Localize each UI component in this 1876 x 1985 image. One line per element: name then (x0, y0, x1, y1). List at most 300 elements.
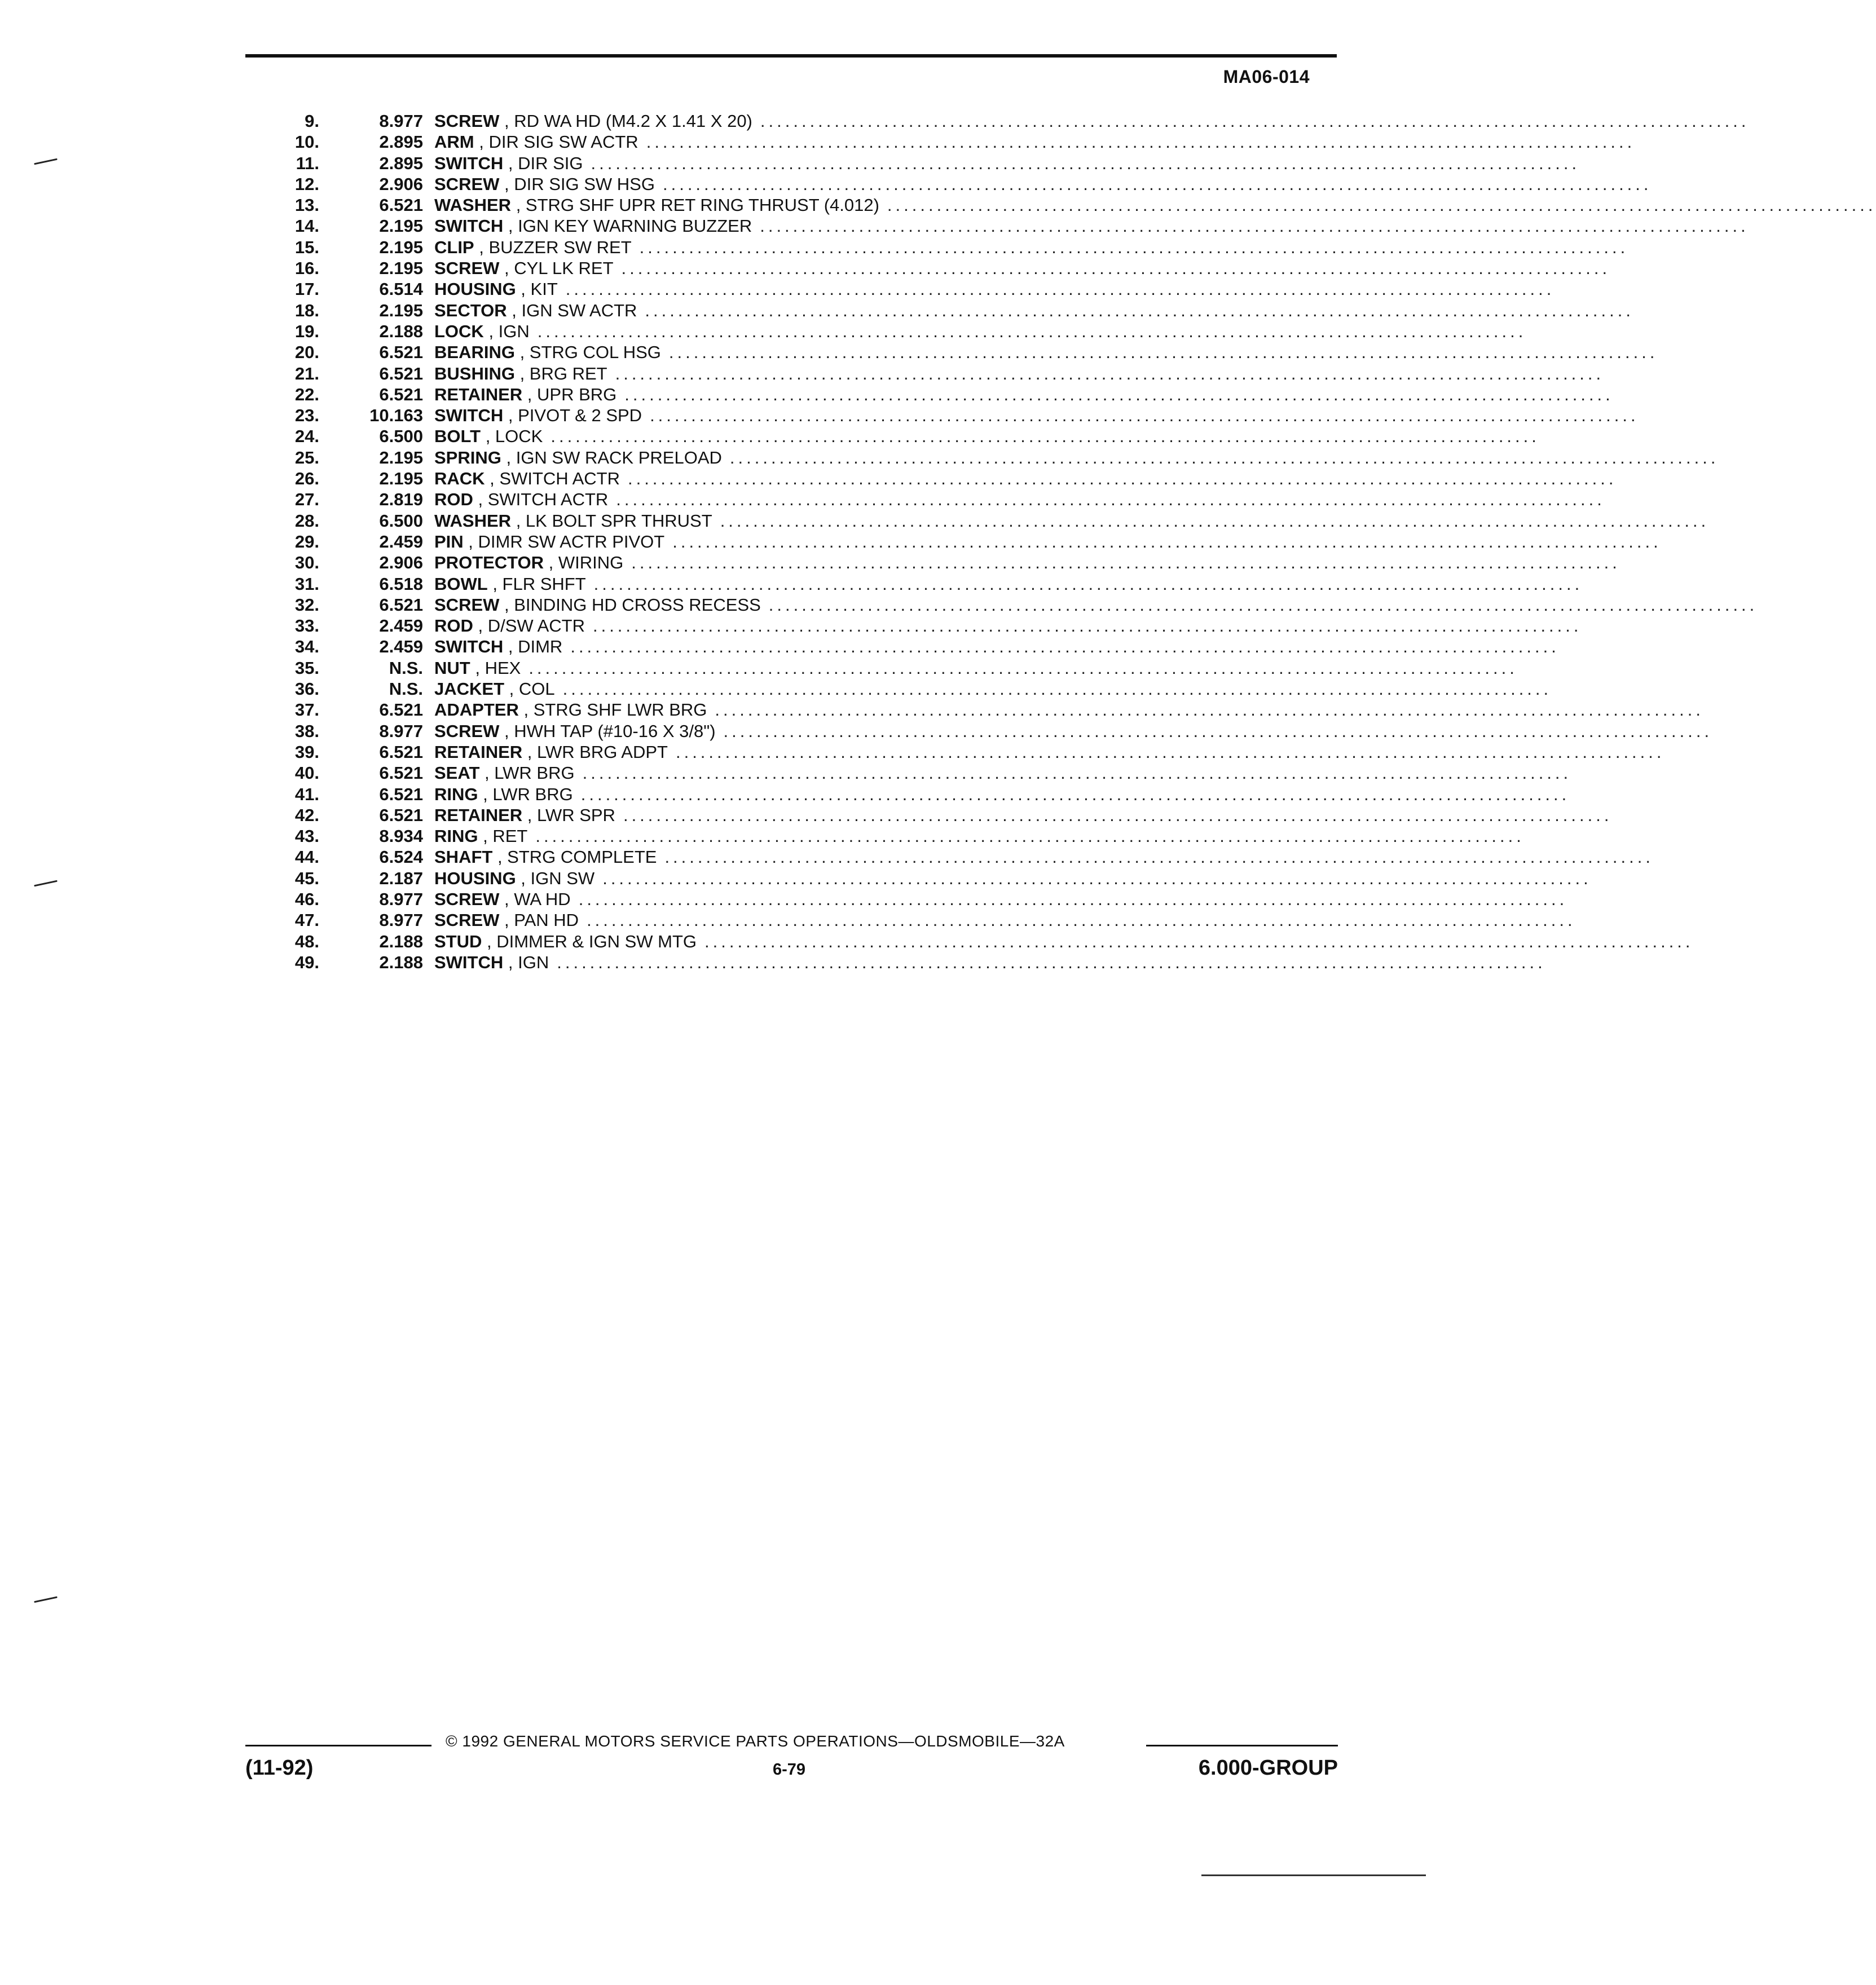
part-ref-number: 44. (294, 847, 319, 867)
dot-leader: ........................................................................................................................ (672, 531, 1662, 552)
part-description: HOUSING , KIT ........................................................................................................................ (434, 279, 1555, 299)
part-description: SCREW , CYL LK RET ........................................................................................................................ (434, 258, 1611, 279)
part-row (248, 215, 1749, 236)
part-group-number: N.S. (389, 658, 423, 678)
revision-date: (11-92) (245, 1756, 314, 1780)
part-noun: SCREW (434, 258, 500, 279)
part-group-number: 6.521 (379, 363, 423, 383)
part-group-number: 2.895 (379, 153, 423, 173)
part-modifier: BRG RET (529, 363, 607, 383)
part-ref-number: 12. (294, 174, 319, 194)
part-group-number: 2.195 (379, 258, 423, 279)
dot-leader: ........................................................................................................................ (582, 763, 1572, 783)
part-row (248, 846, 1654, 867)
part-description: BUSHING , BRG RET ........................................................................................................................ (434, 363, 1605, 383)
part-noun: PROTECTOR (434, 553, 544, 573)
part-group-number: 2.195 (379, 237, 423, 257)
part-modifier: COL (518, 679, 555, 699)
part-ref-number: 34. (294, 637, 319, 657)
part-noun: STUD (434, 931, 482, 951)
part-row (248, 531, 1662, 552)
part-group-number: 2.195 (379, 469, 423, 489)
part-group-number: 2.459 (379, 531, 423, 552)
part-ref-number: 40. (294, 763, 319, 783)
part-modifier: LK BOLT SPR THRUST (525, 510, 712, 531)
part-noun: RETAINER (434, 805, 523, 825)
dot-leader: ........................................................................................................................ (664, 847, 1654, 867)
part-noun: SCREW (434, 889, 500, 909)
part-ref-number: 11. (296, 153, 319, 173)
part-noun: SCREW (434, 910, 500, 930)
part-group-number: 2.195 (379, 216, 423, 236)
part-ref-number: 21. (294, 363, 319, 383)
part-description: SWITCH , PIVOT & 2 SPD ........................................................................................................................ (434, 405, 1639, 426)
part-description: NUT , HEX ........................................................................................................................ (434, 658, 1518, 678)
part-ref-number: 10. (294, 132, 319, 152)
part-description: RETAINER , LWR BRG ADPT ........................................................................................................................ (434, 742, 1665, 762)
part-ref-number: 24. (294, 426, 319, 447)
part-noun: ROD (434, 489, 473, 510)
part-ref-number: 30. (294, 553, 319, 573)
part-ref-number: 48. (294, 931, 319, 951)
dot-leader: ........................................................................................................................ (557, 952, 1546, 972)
part-description: SCREW , WA HD ........................................................................................................................ (434, 889, 1568, 909)
part-group-number: 2.188 (379, 931, 423, 951)
part-row (248, 805, 1613, 826)
part-noun: SWITCH (434, 952, 504, 972)
part-modifier: RET (492, 826, 528, 846)
dot-leader: ........................................................................................................................ (615, 363, 1605, 383)
copyright-notice: © 1992 GENERAL MOTORS SERVICE PARTS OPERATIONS—OLDSMOBILE—32A (446, 1732, 1065, 1750)
part-row (248, 762, 1572, 783)
part-group-number: 6.521 (379, 784, 423, 804)
part-modifier: CYL LK RET (514, 258, 614, 279)
header-rule (245, 54, 1337, 58)
dot-leader: ........................................................................................................................ (704, 931, 1694, 951)
page-number: 6-79 (773, 1761, 806, 1779)
part-noun: ROD (434, 616, 473, 636)
margin-mark (34, 1596, 58, 1603)
part-description: SCREW , RD WA HD (M4.2 X 1.41 X 20) ........................................................................................................................ (434, 111, 1750, 131)
part-row (248, 131, 1636, 152)
part-ref-number: 36. (294, 679, 319, 699)
part-ref-number: 23. (294, 405, 319, 426)
part-noun: PIN (434, 531, 464, 552)
part-noun: JACKET (434, 679, 505, 699)
part-modifier: LWR BRG (492, 784, 573, 804)
part-group-number: 6.524 (379, 847, 423, 867)
part-noun: SEAT (434, 763, 480, 783)
part-noun: SPRING (434, 447, 501, 467)
footer-rule (245, 1745, 431, 1746)
part-group-number: 8.977 (379, 111, 423, 131)
part-row (248, 342, 1658, 363)
part-group-number: 2.906 (379, 174, 423, 194)
part-ref-number: 15. (294, 237, 319, 257)
dot-leader: ........................................................................................................................ (602, 868, 1592, 888)
part-row (248, 279, 1555, 299)
part-modifier: IGN SW (530, 868, 595, 888)
part-row (248, 889, 1568, 910)
part-modifier: WIRING (558, 553, 624, 573)
part-row (248, 489, 1605, 510)
part-ref-number: 33. (294, 616, 319, 636)
part-description: STUD , DIMMER & IGN SW MTG ........................................................................................................................ (434, 931, 1694, 951)
part-row (248, 594, 1758, 615)
part-row (248, 615, 1582, 636)
part-row (248, 300, 1634, 321)
part-description: RETAINER , UPR BRG ........................................................................................................................ (434, 384, 1614, 404)
part-ref-number: 25. (294, 447, 319, 467)
part-group-number: 6.500 (379, 510, 423, 531)
part-group-number: 6.521 (379, 342, 423, 363)
part-noun: SWITCH (434, 637, 504, 657)
dot-leader: ........................................................................................................................ (668, 342, 1658, 363)
dot-leader: ........................................................................................................................ (592, 616, 1582, 636)
part-ref-number: 27. (294, 489, 319, 510)
dot-leader: ........................................................................................................................ (570, 637, 1560, 657)
part-description: HOUSING , IGN SW ........................................................................................................................ (434, 868, 1592, 888)
part-noun: SCREW (434, 721, 500, 741)
part-group-number: 8.934 (379, 826, 423, 846)
part-noun: HOUSING (434, 279, 516, 299)
dot-leader: ........................................................................................................................ (621, 258, 1611, 279)
dot-leader: ........................................................................................................................ (535, 826, 1525, 846)
part-noun: CLIP (434, 237, 474, 257)
part-row (248, 868, 1592, 889)
part-noun: SCREW (434, 594, 500, 615)
part-description: RING , RET ........................................................................................................................ (434, 826, 1525, 846)
part-modifier: LWR SPR (537, 805, 615, 825)
dot-leader: ........................................................................................................................ (562, 679, 1552, 699)
parts-list (248, 111, 1876, 973)
dot-leader: ........................................................................................................................ (715, 700, 1704, 720)
dot-leader: ........................................................................................................................ (768, 594, 1758, 615)
part-group-number: 6.521 (379, 195, 423, 215)
part-row (248, 195, 1876, 215)
dot-leader: ........................................................................................................................ (675, 742, 1665, 762)
part-group-number: 6.521 (379, 700, 423, 720)
part-noun: SWITCH (434, 405, 504, 426)
dot-leader: ........................................................................................................................ (593, 574, 1583, 594)
part-group-number: 6.521 (379, 763, 423, 783)
part-group-number: 6.518 (379, 574, 423, 594)
part-group-number: 2.187 (379, 868, 423, 888)
part-description: WASHER , LK BOLT SPR THRUST ........................................................................................................................ (434, 510, 1710, 531)
part-noun: SHAFT (434, 847, 493, 867)
margin-mark (34, 158, 58, 165)
part-description: LOCK , IGN ........................................................................................................................ (434, 321, 1527, 341)
part-description: BOWL , FLR SHFT ........................................................................................................................ (434, 574, 1583, 594)
part-ref-number: 13. (294, 195, 319, 215)
part-group-number: 2.459 (379, 616, 423, 636)
part-ref-number: 29. (294, 531, 319, 552)
part-modifier: SWITCH ACTR (487, 489, 609, 510)
part-description: SWITCH , DIR SIG ........................................................................................................................ (434, 153, 1580, 173)
dot-leader: ........................................................................................................................ (631, 553, 1620, 573)
part-group-number: 2.906 (379, 553, 423, 573)
part-ref-number: 20. (294, 342, 319, 363)
part-ref-number: 31. (294, 574, 319, 594)
part-row (248, 174, 1652, 195)
part-ref-number: 14. (294, 216, 319, 236)
part-group-number: 6.514 (379, 279, 423, 299)
part-row (248, 426, 1540, 447)
part-row (248, 636, 1560, 657)
part-description: BEARING , STRG COL HSG ........................................................................................................................ (434, 342, 1658, 363)
part-modifier: HEX (485, 658, 521, 678)
part-noun: SCREW (434, 174, 500, 194)
part-noun: BUSHING (434, 363, 515, 383)
part-description: PIN , DIMR SW ACTR PIVOT ........................................................................................................................ (434, 531, 1662, 552)
dot-leader: ........................................................................................................................ (720, 510, 1710, 531)
part-modifier: DIR SIG SW ACTR (488, 132, 638, 152)
part-modifier: BUZZER SW RET (488, 237, 632, 257)
part-noun: NUT (434, 658, 470, 678)
part-group-number: 2.195 (379, 447, 423, 467)
footer-rule (1146, 1745, 1338, 1746)
part-ref-number: 26. (294, 469, 319, 489)
part-description: SWITCH , IGN KEY WARNING BUZZER ........................................................................................................................ (434, 216, 1749, 236)
part-row (248, 111, 1750, 131)
part-modifier: HWH TAP (#10-16 X 3/8") (514, 721, 716, 741)
part-modifier: LOCK (495, 426, 543, 447)
dot-leader: ........................................................................................................................ (578, 889, 1568, 909)
dot-leader: ........................................................................................................................ (645, 300, 1634, 320)
dot-leader: ........................................................................................................................ (760, 216, 1749, 236)
part-modifier: WA HD (514, 889, 571, 909)
part-noun: RETAINER (434, 384, 523, 404)
part-row (248, 510, 1710, 531)
part-row (248, 721, 1713, 742)
part-group-number: 6.521 (379, 384, 423, 404)
part-modifier: IGN SW ACTR (521, 300, 637, 320)
part-noun: RING (434, 784, 478, 804)
part-row (248, 384, 1614, 405)
part-row (248, 784, 1570, 805)
part-row (248, 742, 1665, 762)
part-group-number: 10.163 (369, 405, 423, 426)
part-description: SCREW , PAN HD ........................................................................................................................ (434, 910, 1576, 930)
figure-code: MA06-014 (1223, 67, 1310, 87)
dot-leader: ........................................................................................................................ (639, 237, 1629, 257)
part-row (248, 363, 1605, 384)
dot-leader: ........................................................................................................................ (616, 489, 1605, 510)
part-ref-number: 38. (294, 721, 319, 741)
part-row (248, 552, 1620, 573)
dot-leader: ........................................................................................................................ (591, 153, 1580, 173)
part-group-number: 2.188 (379, 321, 423, 341)
part-row (248, 952, 1546, 973)
part-modifier: IGN SW RACK PRELOAD (516, 447, 722, 467)
dot-leader: ........................................................................................................................ (580, 784, 1570, 804)
part-ref-number: 49. (294, 952, 319, 972)
part-group-number: 2.895 (379, 132, 423, 152)
part-description: SCREW , BINDING HD CROSS RECESS ........................................................................................................................ (434, 594, 1758, 615)
part-noun: WASHER (434, 195, 512, 215)
part-noun: ARM (434, 132, 474, 152)
part-description: ROD , D/SW ACTR ........................................................................................................................ (434, 616, 1582, 636)
part-ref-number: 18. (294, 300, 319, 320)
part-noun: RETAINER (434, 742, 523, 762)
part-description: SPRING , IGN SW RACK PRELOAD ........................................................................................................................ (434, 447, 1719, 467)
dot-leader: ........................................................................................................................ (627, 469, 1617, 489)
dot-leader: ........................................................................................................................ (587, 910, 1576, 930)
part-group-number: 2.195 (379, 300, 423, 320)
part-description: SEAT , LWR BRG ........................................................................................................................ (434, 763, 1572, 783)
dot-leader: ........................................................................................................................ (551, 426, 1540, 447)
part-modifier: IGN (518, 952, 549, 972)
part-row (248, 699, 1704, 720)
part-description: SWITCH , IGN ........................................................................................................................ (434, 952, 1546, 972)
part-row (248, 826, 1525, 846)
part-noun: BOWL (434, 574, 488, 594)
part-modifier: KIT (530, 279, 558, 299)
part-group-number: 6.521 (379, 594, 423, 615)
part-modifier: STRG SHF UPR RET RING THRUST (4.012) (525, 195, 879, 215)
part-modifier: LWR BRG ADPT (537, 742, 668, 762)
part-row (248, 468, 1617, 489)
part-ref-number: 17. (294, 279, 319, 299)
part-description: SHAFT , STRG COMPLETE ........................................................................................................................ (434, 847, 1654, 867)
part-ref-number: 16. (294, 258, 319, 279)
part-noun: HOUSING (434, 868, 516, 888)
part-description: SECTOR , IGN SW ACTR ........................................................................................................................ (434, 300, 1634, 320)
part-ref-number: 19. (294, 321, 319, 341)
part-group-number: 8.977 (379, 721, 423, 741)
dot-leader: ........................................................................................................................ (537, 321, 1527, 341)
dot-leader: ........................................................................................................................ (650, 405, 1639, 426)
dot-leader: ........................................................................................................................ (529, 658, 1518, 678)
part-description: RACK , SWITCH ACTR ........................................................................................................................ (434, 469, 1617, 489)
part-group-number: 6.521 (379, 742, 423, 762)
part-description: BOLT , LOCK ........................................................................................................................ (434, 426, 1540, 447)
dot-leader: ........................................................................................................................ (760, 111, 1750, 131)
part-ref-number: 46. (294, 889, 319, 909)
dot-leader: ........................................................................................................................ (623, 805, 1613, 825)
dot-leader: ........................................................................................................................ (662, 174, 1652, 194)
part-ref-number: 32. (294, 594, 319, 615)
part-group-number: 2.819 (379, 489, 423, 510)
part-noun: SCREW (434, 111, 500, 131)
part-description: WASHER , STRG SHF UPR RET RING THRUST (4.012) ........................................................................................................................ (434, 195, 1876, 215)
part-modifier: SWITCH ACTR (499, 469, 620, 489)
part-noun: ADAPTER (434, 700, 519, 720)
part-group-number: 2.188 (379, 952, 423, 972)
part-modifier: FLR SHFT (502, 574, 586, 594)
part-modifier: D/SW ACTR (487, 616, 585, 636)
part-ref-number: 28. (294, 510, 319, 531)
part-description: ROD , SWITCH ACTR ........................................................................................................................ (434, 489, 1605, 510)
part-group-number: 6.521 (379, 805, 423, 825)
part-modifier: DIMR (518, 637, 563, 657)
part-ref-number: 37. (294, 700, 319, 720)
part-description: JACKET , COL ........................................................................................................................ (434, 679, 1552, 699)
part-modifier: DIMR SW ACTR PIVOT (478, 531, 665, 552)
part-row (248, 237, 1629, 258)
part-modifier: IGN (498, 321, 530, 341)
dot-leader: ........................................................................................................................ (624, 384, 1614, 404)
part-row (248, 405, 1639, 426)
part-modifier: DIR SIG (518, 153, 583, 173)
part-noun: LOCK (434, 321, 484, 341)
bottom-rule (1201, 1874, 1426, 1876)
part-description: RING , LWR BRG ........................................................................................................................ (434, 784, 1570, 804)
part-ref-number: 35. (294, 658, 319, 678)
part-modifier: UPR BRG (537, 384, 617, 404)
part-description: SCREW , HWH TAP (#10-16 X 3/8") ........................................................................................................................ (434, 721, 1713, 741)
part-modifier: PAN HD (514, 910, 579, 930)
part-description: RETAINER , LWR SPR ........................................................................................................................ (434, 805, 1613, 825)
part-ref-number: 41. (294, 784, 319, 804)
part-description: CLIP , BUZZER SW RET ........................................................................................................................ (434, 237, 1629, 257)
part-noun: SWITCH (434, 153, 504, 173)
part-noun: RACK (434, 469, 485, 489)
dot-leader: ........................................................................................................................ (565, 279, 1555, 299)
part-row (248, 658, 1518, 678)
part-modifier: BINDING HD CROSS RECESS (514, 594, 761, 615)
part-noun: SWITCH (434, 216, 504, 236)
group-label: 6.000-GROUP (1198, 1756, 1338, 1780)
part-modifier: DIR SIG SW HSG (514, 174, 655, 194)
part-description: ARM , DIR SIG SW ACTR ........................................................................................................................ (434, 132, 1636, 152)
margin-mark (34, 880, 58, 887)
part-group-number: 2.459 (379, 637, 423, 657)
part-group-number: 8.977 (379, 889, 423, 909)
part-description: ADAPTER , STRG SHF LWR BRG ........................................................................................................................ (434, 700, 1704, 720)
part-row (248, 574, 1583, 594)
part-modifier: RD WA HD (M4.2 X 1.41 X 20) (514, 111, 752, 131)
part-description: PROTECTOR , WIRING ........................................................................................................................ (434, 553, 1620, 573)
part-description: SWITCH , DIMR ........................................................................................................................ (434, 637, 1560, 657)
part-row (248, 910, 1576, 930)
part-modifier: STRG COL HSG (529, 342, 661, 363)
part-row (248, 153, 1580, 174)
part-ref-number: 39. (294, 742, 319, 762)
part-ref-number: 9. (305, 111, 319, 131)
part-row (248, 258, 1611, 279)
part-ref-number: 22. (294, 384, 319, 404)
part-modifier: IGN KEY WARNING BUZZER (518, 216, 752, 236)
part-noun: BOLT (434, 426, 481, 447)
part-noun: BEARING (434, 342, 515, 363)
part-ref-number: 45. (294, 868, 319, 888)
part-ref-number: 43. (294, 826, 319, 846)
part-group-number: 8.977 (379, 910, 423, 930)
dot-leader: ........................................................................................................................ (729, 447, 1719, 467)
part-modifier: STRG SHF LWR BRG (533, 700, 707, 720)
part-group-number: N.S. (389, 679, 423, 699)
part-ref-number: 47. (294, 910, 319, 930)
part-row (248, 321, 1527, 342)
dot-leader: ........................................................................................................................ (887, 195, 1876, 215)
part-description: SCREW , DIR SIG SW HSG ........................................................................................................................ (434, 174, 1652, 194)
part-row (248, 931, 1694, 952)
part-noun: SECTOR (434, 300, 507, 320)
dot-leader: ........................................................................................................................ (646, 132, 1636, 152)
part-modifier: STRG COMPLETE (507, 847, 657, 867)
part-modifier: DIMMER & IGN SW MTG (496, 931, 697, 951)
part-row (248, 678, 1552, 699)
part-modifier: LWR BRG (494, 763, 575, 783)
part-noun: RING (434, 826, 478, 846)
part-modifier: PIVOT & 2 SPD (518, 405, 642, 426)
part-row (248, 447, 1719, 468)
part-ref-number: 42. (294, 805, 319, 825)
part-noun: WASHER (434, 510, 512, 531)
part-group-number: 6.500 (379, 426, 423, 447)
dot-leader: ........................................................................................................................ (723, 721, 1713, 741)
